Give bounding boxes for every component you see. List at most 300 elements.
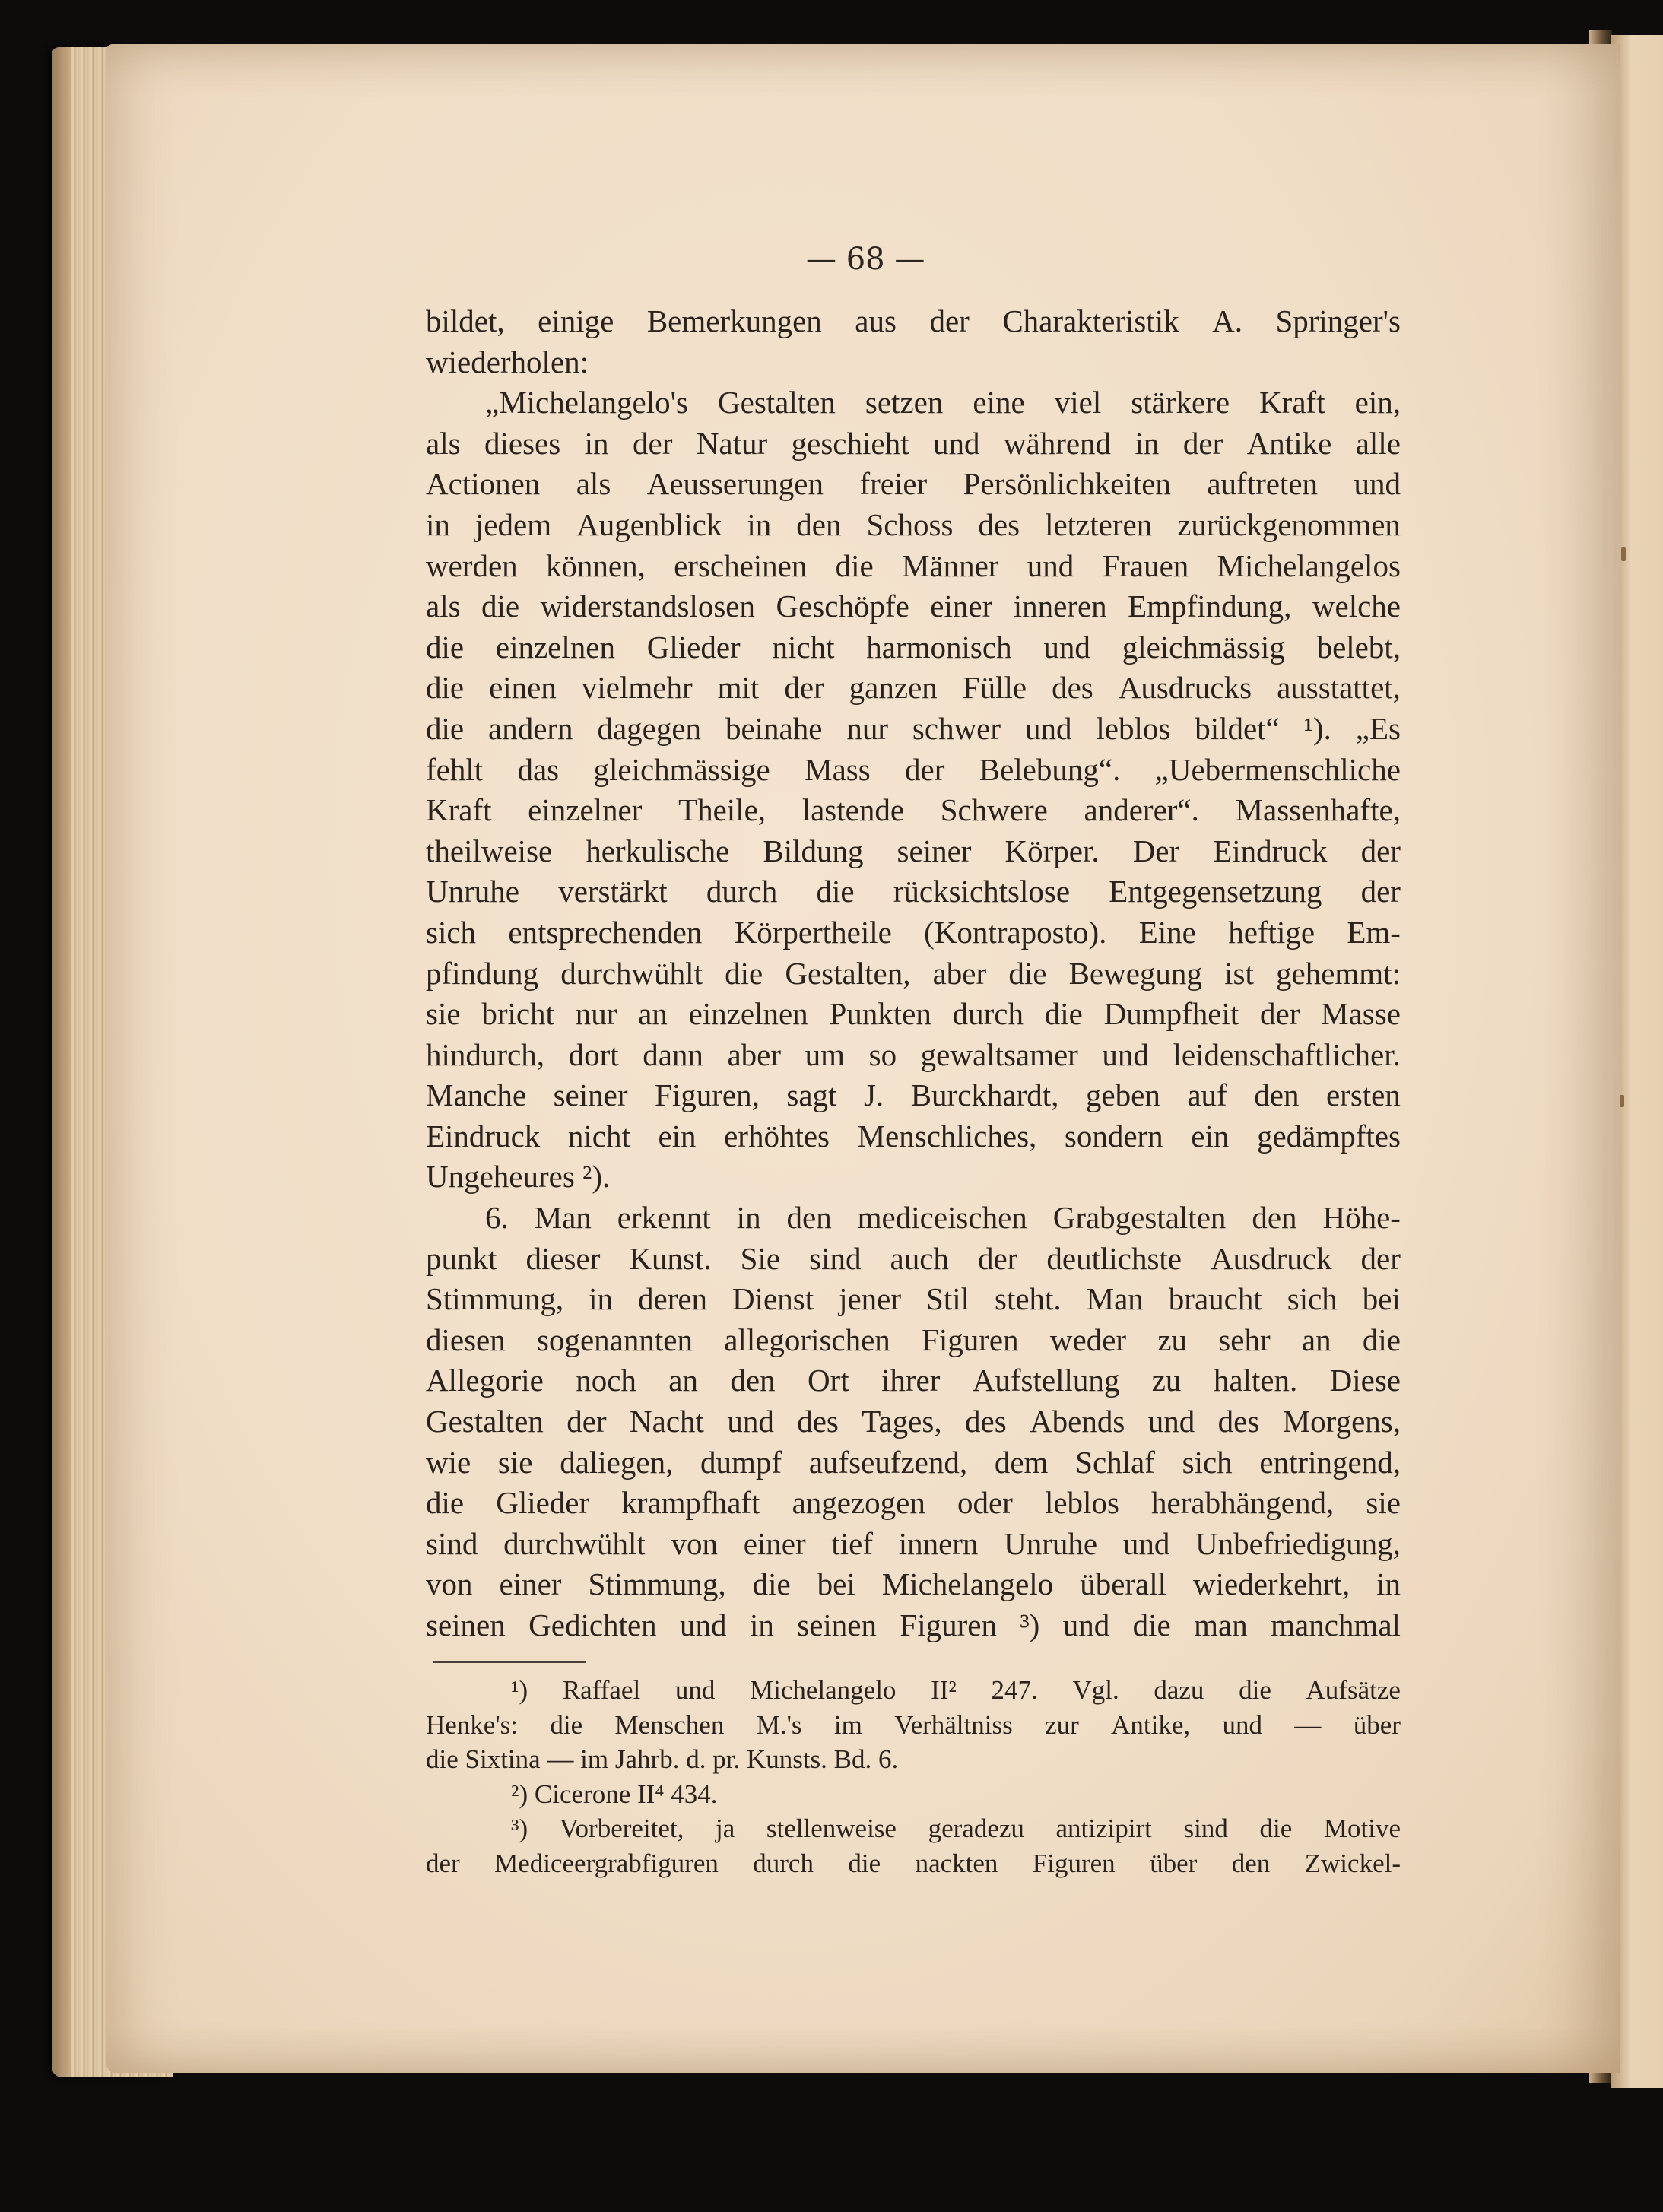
word: die [1259,1814,1293,1843]
word: Michelangelos [1217,547,1401,583]
word: Em- [1347,914,1401,950]
word: man [1194,1607,1248,1642]
word: krampfhaft [621,1485,760,1521]
word: Massenhafte, [1235,792,1401,828]
word: die [481,589,520,624]
word: inneren [1013,589,1107,624]
word: stellenweise [766,1814,897,1843]
word: der [1360,833,1401,868]
word: bricht [481,996,554,1032]
word: bei [1362,1281,1401,1317]
word: jedem [474,506,552,542]
word: Körpertheile [734,914,892,950]
footnote-line: die Sixtina — im Jahrb. d. pr. Kunsts. Bd. 6. [426,1744,899,1774]
word: ist [1224,955,1254,991]
word: die [426,710,465,746]
word: dann [643,1036,703,1072]
word: (Kontraposto). [924,914,1107,950]
main-text [426,301,1401,1646]
word: deren [638,1281,708,1317]
text-line: Ungeheures ²). [426,1159,611,1195]
word: geschieht [791,425,909,461]
word: freier [859,466,928,502]
word: in [736,1200,761,1236]
word: angezogen [792,1485,925,1521]
text-line [426,627,1401,668]
word: Fülle [962,670,1027,706]
word: Henke's: [426,1709,518,1740]
word: einer [930,589,993,624]
word: viel [1054,385,1102,421]
word: Männer [901,547,999,583]
text-line [426,750,1401,791]
word: gewaltsamer [920,1036,1078,1072]
word: Figuren [1032,1848,1116,1878]
word: Nacht [630,1404,704,1439]
word: den [1254,1077,1300,1113]
word: an [638,996,668,1032]
word: „Es [1355,710,1401,746]
word: der [1260,996,1300,1032]
text-line [426,831,1401,872]
word: leblos [1044,1485,1119,1521]
word: — [1294,1709,1322,1740]
word: manchmal [1271,1607,1401,1642]
word: leblos [1096,710,1171,746]
word: der [1360,1240,1401,1276]
word: ein [1191,1118,1230,1154]
word: Actionen [426,466,541,502]
word: Motive [1323,1814,1401,1843]
word: erscheinen [674,547,808,583]
word: ¹) [511,1675,528,1705]
word: Vgl. [1072,1675,1119,1705]
word: Schoss [866,506,954,542]
word: Sie [740,1240,781,1276]
word: Antike [1246,425,1332,461]
word: Menschliches, [857,1118,1037,1154]
word: dagegen [597,710,702,746]
word: zu [1151,1363,1182,1398]
word: Tages, [862,1404,942,1439]
word: Masse [1321,996,1401,1032]
text-line [426,954,1401,995]
word: in [1135,425,1160,461]
word: und [1354,466,1401,502]
text-line [426,912,1401,954]
word: und [674,1675,716,1705]
word: antizipirt [1055,1814,1152,1843]
word: Theile, [678,792,766,828]
word: dumpf [700,1444,782,1480]
word: Frauen [1102,547,1189,583]
word: Mass [805,751,871,787]
text-line [426,1524,1401,1565]
word: nur [575,996,617,1032]
word: Figuren [922,1322,1019,1357]
word: überall [1080,1566,1167,1602]
page-mark [1621,547,1626,561]
text-line [426,1401,1401,1442]
text-line [426,1239,1401,1280]
word: II² [931,1675,957,1705]
word: so [868,1036,897,1072]
word: seinen [797,1607,878,1642]
text-line [426,1483,1401,1524]
word: Menschen [614,1709,725,1740]
word: Aufstellung [972,1363,1120,1398]
word: „Uebermenschliche [1154,751,1401,787]
word: herabhängend, [1151,1485,1335,1521]
word: das [517,751,560,787]
word: widerstandslosen [540,589,756,624]
word: pfindung [426,955,539,991]
word: an [668,1363,698,1398]
word: während [1003,425,1112,461]
word: erhöhtes [724,1118,830,1154]
footnote-rule [433,1661,586,1663]
word: in [1376,1566,1401,1602]
word: jener [839,1281,902,1317]
word: 247. [991,1675,1038,1705]
word: ja [716,1814,735,1843]
word: diesen [426,1322,506,1357]
word: dieses [484,425,561,461]
word: Springer's [1275,303,1401,338]
word: Charakteristik [1002,303,1179,338]
word: Abends [1030,1404,1125,1439]
word: der [977,1240,1018,1276]
word: setzen [865,385,944,421]
word: A. [1212,303,1242,338]
word: um [805,1036,846,1072]
word: punkt [426,1240,497,1276]
word: Stil [926,1281,970,1317]
word: in [749,1607,774,1642]
word: sondern [1064,1118,1163,1154]
word: des [978,506,1020,542]
word: gedämpftes [1256,1118,1401,1154]
word: und [932,425,980,461]
word: Aufsätze [1306,1675,1401,1705]
word: des [797,1404,839,1439]
word: nackten [915,1848,998,1878]
word: allegorischen [724,1322,890,1357]
footnote-line [426,1708,1401,1743]
text-line [426,1075,1401,1116]
word: andern [488,710,573,746]
word: und [1062,1607,1110,1642]
word: ³) [511,1814,528,1843]
word: nur [846,710,889,746]
text-line [426,1320,1401,1361]
word: durchwühlt [503,1525,646,1561]
word: nicht [772,629,835,665]
word: Belebung“. [979,751,1121,787]
word: durch [706,874,778,909]
word: seinen [426,1607,506,1642]
word: die [835,547,874,583]
footnote-line [426,1811,1401,1846]
text-line [426,790,1401,831]
word: harmonisch [866,629,1012,665]
word: Mediceergrabfiguren [494,1848,719,1878]
word: den [796,506,842,542]
word: über [1353,1709,1401,1740]
text-line [426,1605,1401,1646]
word: rücksichtslose [893,874,1071,909]
word: einer [743,1525,806,1561]
word: des [965,1404,1007,1439]
word: Grabgestalten [1052,1200,1227,1236]
word: wie [426,1444,471,1480]
word: eine [973,385,1025,421]
word: geben [1085,1077,1160,1113]
word: steht. [994,1281,1062,1317]
text-line [426,709,1401,750]
word: ein [658,1118,697,1154]
word: aber [932,955,987,991]
word: auftreten [1207,466,1319,502]
word: aus [855,303,897,338]
word: Schlaf [1075,1444,1155,1480]
word: die [1008,955,1047,991]
word: ³) [1020,1607,1040,1642]
word: Stimmung, [426,1281,564,1317]
text-line [426,1442,1401,1484]
word: bildet, [426,303,505,338]
word: Figuren [900,1607,997,1642]
word: Vorbereitet, [559,1814,684,1843]
word: Empfindung, [1128,589,1292,624]
word: schwer [912,710,1001,746]
word: aufseufzend, [808,1444,968,1480]
word: sind [1183,1814,1228,1843]
word: sich [1287,1281,1338,1317]
text-line [426,382,1401,424]
word: der [566,1404,607,1439]
word: durchwühlt [560,955,703,991]
word: Manche [426,1077,527,1113]
text-line [426,871,1401,912]
word: und [727,1404,774,1439]
word: können, [545,547,646,583]
word: über [1150,1848,1198,1878]
word: aber [727,1036,782,1072]
word: daliegen, [560,1444,674,1480]
word: geradezu [928,1814,1024,1843]
word: seiner [553,1077,628,1113]
word: J. [863,1077,884,1113]
word: bildet“ [1195,710,1280,746]
word: hindurch, [426,1036,544,1072]
word: Michelangelo [749,1675,897,1705]
word: Unruhe [426,874,519,909]
word: die [848,1848,881,1878]
word: im [833,1709,862,1740]
word: den [786,1200,832,1236]
text-line [426,505,1401,546]
word: der [426,1848,460,1878]
word: Eindruck [1213,833,1328,868]
word: halten. [1213,1363,1298,1398]
word: Michelangelo [881,1566,1054,1602]
word: ihrer [881,1363,941,1398]
word: in [426,506,450,542]
word: beinahe [725,710,823,746]
footnote-line [426,1673,1401,1708]
word: Bemerkungen [646,303,822,338]
word: Unruhe [1004,1525,1098,1561]
word: erkennt [617,1200,711,1236]
word: und [1043,629,1090,665]
word: die [1132,1607,1171,1642]
word: oder [957,1485,1013,1521]
text-line [426,1279,1401,1320]
word: Persönlichkeiten [963,466,1171,502]
word: mit [717,670,760,706]
word: verstärkt [558,874,668,909]
word: sie [1366,1485,1401,1521]
word: entsprechenden [508,914,703,950]
word: sind [809,1240,862,1276]
word: „Michelangelo's [485,385,688,421]
word: gleichmässig [1122,629,1285,665]
word: und [1122,1525,1170,1561]
word: Glieder [646,629,741,665]
word: gleichmässige [593,751,770,787]
word: Man [1086,1281,1144,1317]
word: deutlichste [1046,1240,1182,1276]
word: als [576,466,611,502]
word: die [752,1566,791,1602]
word: Körper. [1004,833,1100,868]
word: durch [753,1848,814,1878]
word: sich [426,914,477,950]
word: Eine [1138,914,1196,950]
word: auch [890,1240,949,1276]
word: Schwere [940,792,1048,828]
word: Aeusserungen [646,466,824,502]
text-line: wiederholen: [426,344,589,379]
word: Figuren, [655,1077,760,1113]
text-line [426,668,1401,709]
word: Augenblick [576,506,722,542]
word: innern [898,1525,979,1561]
word: Diese [1329,1363,1401,1398]
word: durch [952,996,1024,1032]
text-line [426,546,1401,587]
word: Entgegensetzung [1109,874,1322,909]
word: den [730,1363,776,1398]
word: Stimmung, [588,1566,726,1602]
word: stärkere [1131,385,1230,421]
word: der [633,425,673,461]
word: Kunst. [629,1240,712,1276]
text-line [426,464,1401,505]
word: Höhe- [1322,1200,1401,1236]
word: Antike, [1111,1709,1191,1740]
word: und [1222,1709,1263,1740]
word: fehlt [426,751,484,787]
word: 6. [485,1200,509,1236]
word: heftige [1228,914,1315,950]
word: der [929,303,970,338]
word: ¹). [1303,710,1331,746]
word: an [1301,1322,1331,1357]
word: dort [568,1036,619,1072]
word: Eindruck [426,1118,541,1154]
page-number: — 68 — [806,242,925,277]
word: Gedichten [528,1607,657,1642]
word: Dienst [732,1281,814,1317]
word: der [784,670,824,706]
word: welche [1312,589,1401,624]
word: den [1252,1200,1297,1236]
word: der [1182,425,1223,461]
word: Ausdrucks [1118,670,1252,706]
word: vielmehr [581,670,693,706]
word: gehemmt: [1276,955,1401,991]
word: Gestalten [426,1404,544,1439]
text-line [426,1360,1401,1401]
word: Dumpfheit [1103,996,1239,1032]
word: der [1360,874,1401,909]
word: leidenschaftlicher. [1173,1036,1401,1072]
word: Verhältniss [894,1709,1013,1740]
word: Geschöpfe [776,589,909,624]
page-mark [1620,1095,1624,1107]
word: von [671,1525,719,1561]
text-line [426,301,1401,342]
text-line [426,586,1401,627]
word: die [426,670,465,706]
text-line [426,1198,1401,1239]
word: anderer“. [1084,792,1199,828]
word: Kraft [426,792,492,828]
word: Natur [696,425,768,461]
word: dieser [525,1240,601,1276]
word: letzteren [1045,506,1153,542]
word: auf [1187,1077,1227,1113]
word: als [426,425,461,461]
word: und [1024,710,1072,746]
word: sie [426,996,461,1032]
word: als [426,589,461,624]
word: Morgens, [1282,1404,1401,1439]
word: werden [426,547,518,583]
text-line [426,1035,1401,1076]
word: noch [576,1363,636,1398]
word: die [426,1485,465,1521]
word: Bewegung [1068,955,1202,991]
word: sind [426,1525,478,1561]
word: einen [489,670,557,706]
word: Zwickel- [1304,1848,1401,1878]
word: in [584,425,609,461]
word: entringend, [1259,1444,1401,1480]
word: den [1231,1848,1271,1878]
word: und [1027,547,1074,583]
word: lastende [801,792,905,828]
word: einzelner [528,792,643,828]
word: einer [499,1566,562,1602]
word: in [747,506,772,542]
word: einige [538,303,614,338]
word: Glieder [496,1485,590,1521]
text-line [426,424,1401,465]
word: Gestalten [718,385,836,421]
